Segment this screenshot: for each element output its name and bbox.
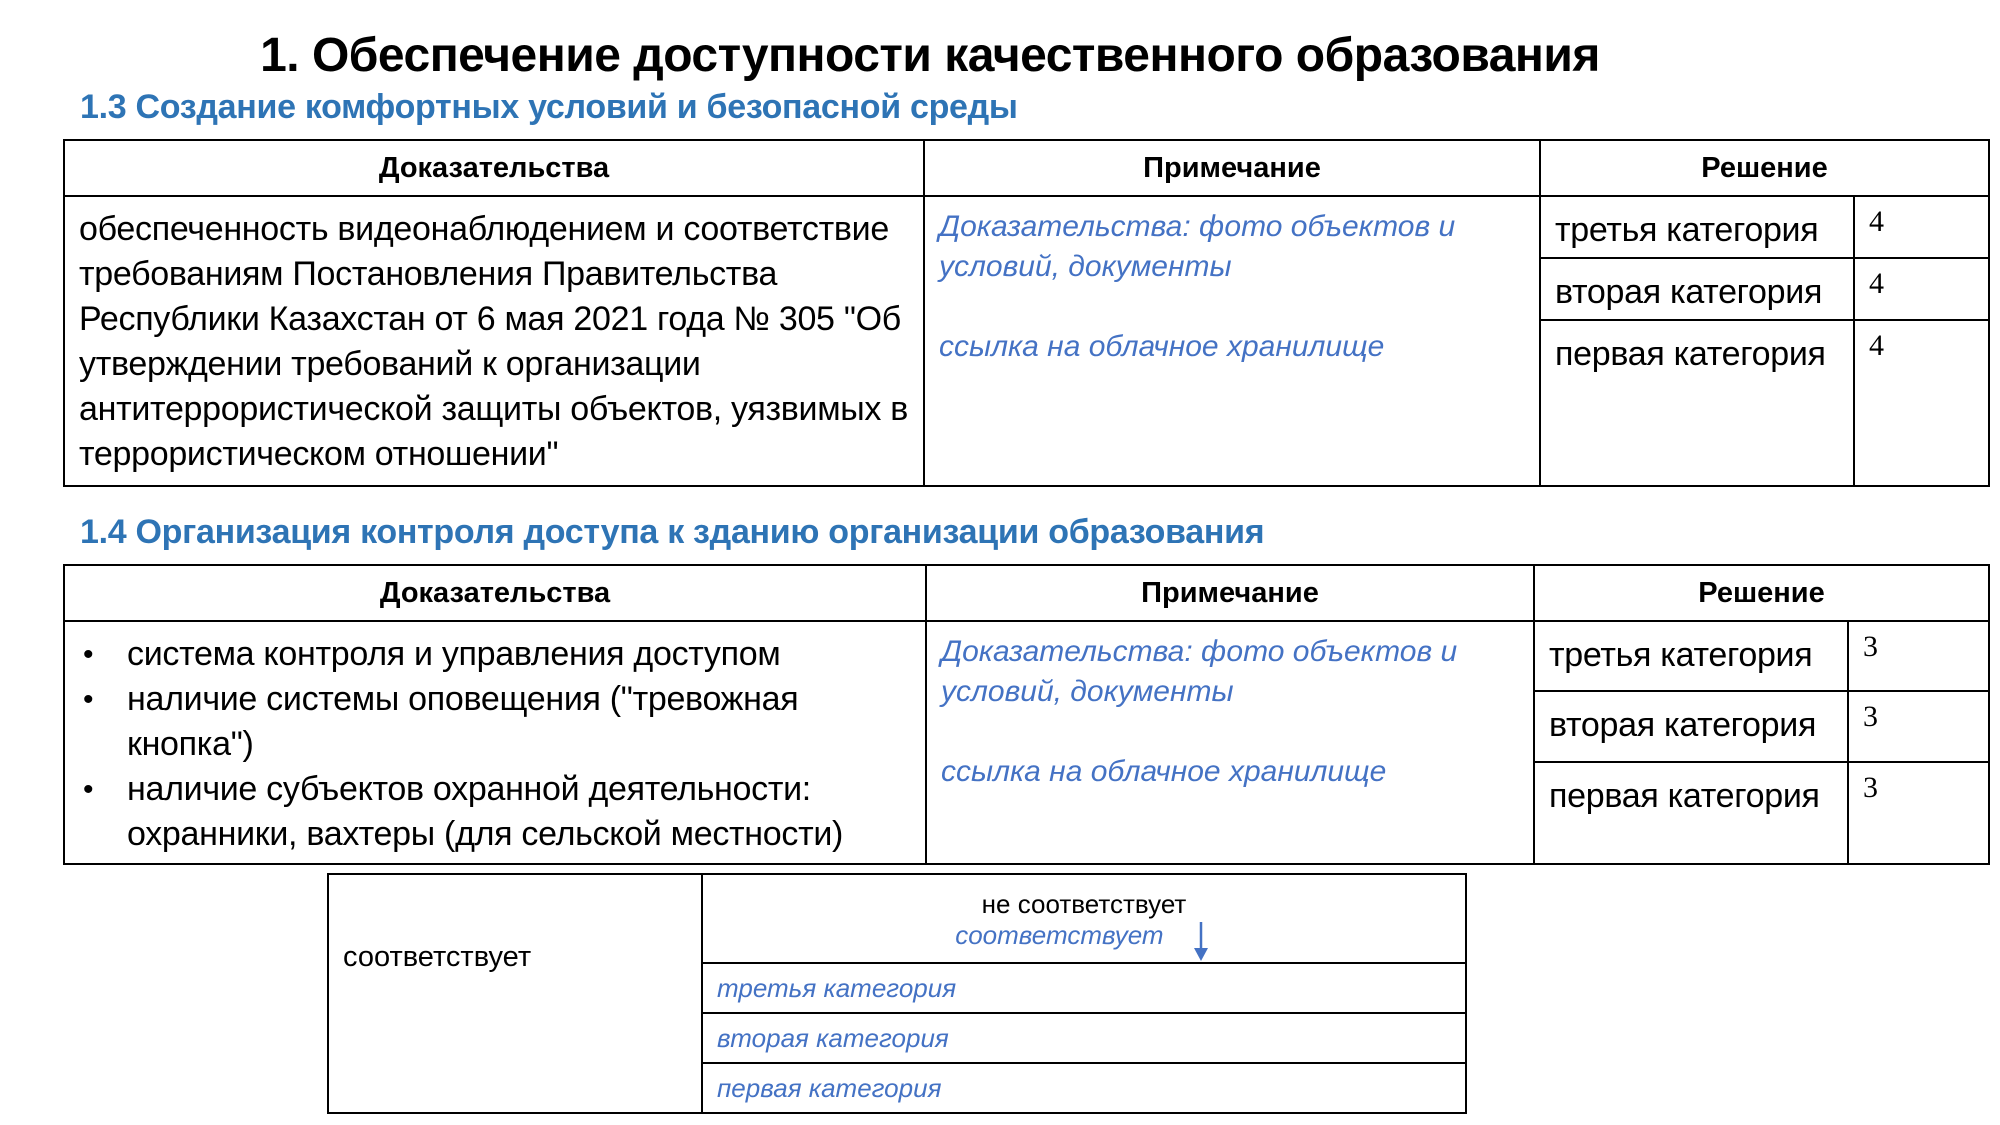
header-note: Примечание bbox=[926, 565, 1534, 621]
legend-compliant-option: соответствует bbox=[955, 920, 1164, 950]
evidence-cell bbox=[64, 621, 926, 864]
category-label: вторая категория bbox=[1540, 258, 1854, 320]
note-text: Доказательства: фото объектов и условий, документы bbox=[941, 635, 1458, 708]
note-cell bbox=[926, 621, 1534, 864]
bullet-icon: • bbox=[83, 683, 94, 716]
table-row bbox=[64, 196, 1989, 258]
category-label: вторая категория bbox=[1534, 691, 1848, 761]
bullet-icon: • bbox=[83, 638, 94, 671]
legend-header-cell bbox=[702, 874, 1466, 963]
category-value[interactable]: 4 bbox=[1854, 258, 1989, 320]
table-header-row bbox=[64, 565, 1989, 621]
header-evidence: Доказательства bbox=[64, 140, 924, 196]
table-row bbox=[64, 621, 1989, 691]
arrow-down-icon bbox=[1189, 920, 1213, 962]
list-item-text: система контроля и управления доступом bbox=[127, 635, 781, 673]
category-label: первая категория bbox=[1540, 320, 1854, 486]
legend-left-cell bbox=[328, 874, 702, 1113]
legend-category[interactable]: третья категория bbox=[702, 963, 1466, 1013]
category-value[interactable]: 3 bbox=[1848, 621, 1989, 691]
table-header-row bbox=[64, 140, 1989, 196]
header-decision: Решение bbox=[1534, 565, 1989, 621]
legend-noncompliant-label: не соответствует bbox=[981, 889, 1187, 919]
section-heading-1-3: 1.3 Создание комфортных условий и безопасной среды bbox=[80, 88, 1018, 126]
list-item bbox=[79, 767, 915, 857]
category-value[interactable]: 4 bbox=[1854, 196, 1989, 258]
section-heading-1-4: 1.4 Организация контроля доступа к зданию организации образования bbox=[80, 513, 1265, 551]
evidence-cell: обеспеченность видеонаблюдением и соответствие требованиям Постановления Правительства Республики Казахстан от 6 мая 2021 года № 305 "Об утверждении требований к организации антитеррористической защиты объектов, уязвимых в террористическом отношении" bbox=[64, 196, 924, 486]
category-value[interactable]: 3 bbox=[1848, 762, 1989, 864]
bullet-icon: • bbox=[83, 773, 94, 806]
list-item bbox=[79, 677, 915, 767]
category-label: третья категория bbox=[1540, 196, 1854, 258]
legend-category[interactable]: первая категория bbox=[702, 1063, 1466, 1113]
cloud-storage-link[interactable]: ссылка на облачное хранилище bbox=[941, 755, 1387, 788]
evidence-list bbox=[79, 632, 915, 857]
header-decision: Решение bbox=[1540, 140, 1989, 196]
list-item-text: наличие субъектов охранной деятельности: охранники, вахтеры (для сельской местности) bbox=[127, 770, 844, 853]
list-item bbox=[79, 632, 915, 677]
note-cell bbox=[924, 196, 1540, 486]
list-item-text: наличие системы оповещения ("тревожная кнопка") bbox=[127, 680, 799, 763]
cloud-storage-link[interactable]: ссылка на облачное хранилище bbox=[939, 330, 1385, 363]
evidence-table-1-4 bbox=[63, 564, 1990, 865]
header-evidence: Доказательства bbox=[64, 565, 926, 621]
page-title: 1. Обеспечение доступности качественного образования bbox=[260, 29, 1600, 82]
evidence-table-1-3 bbox=[63, 139, 1990, 487]
category-value[interactable]: 3 bbox=[1848, 691, 1989, 761]
note-text: Доказательства: фото объектов и условий, документы bbox=[939, 210, 1456, 283]
category-label: первая категория bbox=[1534, 762, 1848, 864]
category-label: третья категория bbox=[1534, 621, 1848, 691]
header-note: Примечание bbox=[924, 140, 1540, 196]
table-row bbox=[328, 874, 1466, 963]
legend-category[interactable]: вторая категория bbox=[702, 1013, 1466, 1063]
decision-legend-table bbox=[327, 873, 1467, 1114]
category-value[interactable]: 4 bbox=[1854, 320, 1989, 486]
legend-compliant-label: соответствует bbox=[343, 941, 532, 973]
